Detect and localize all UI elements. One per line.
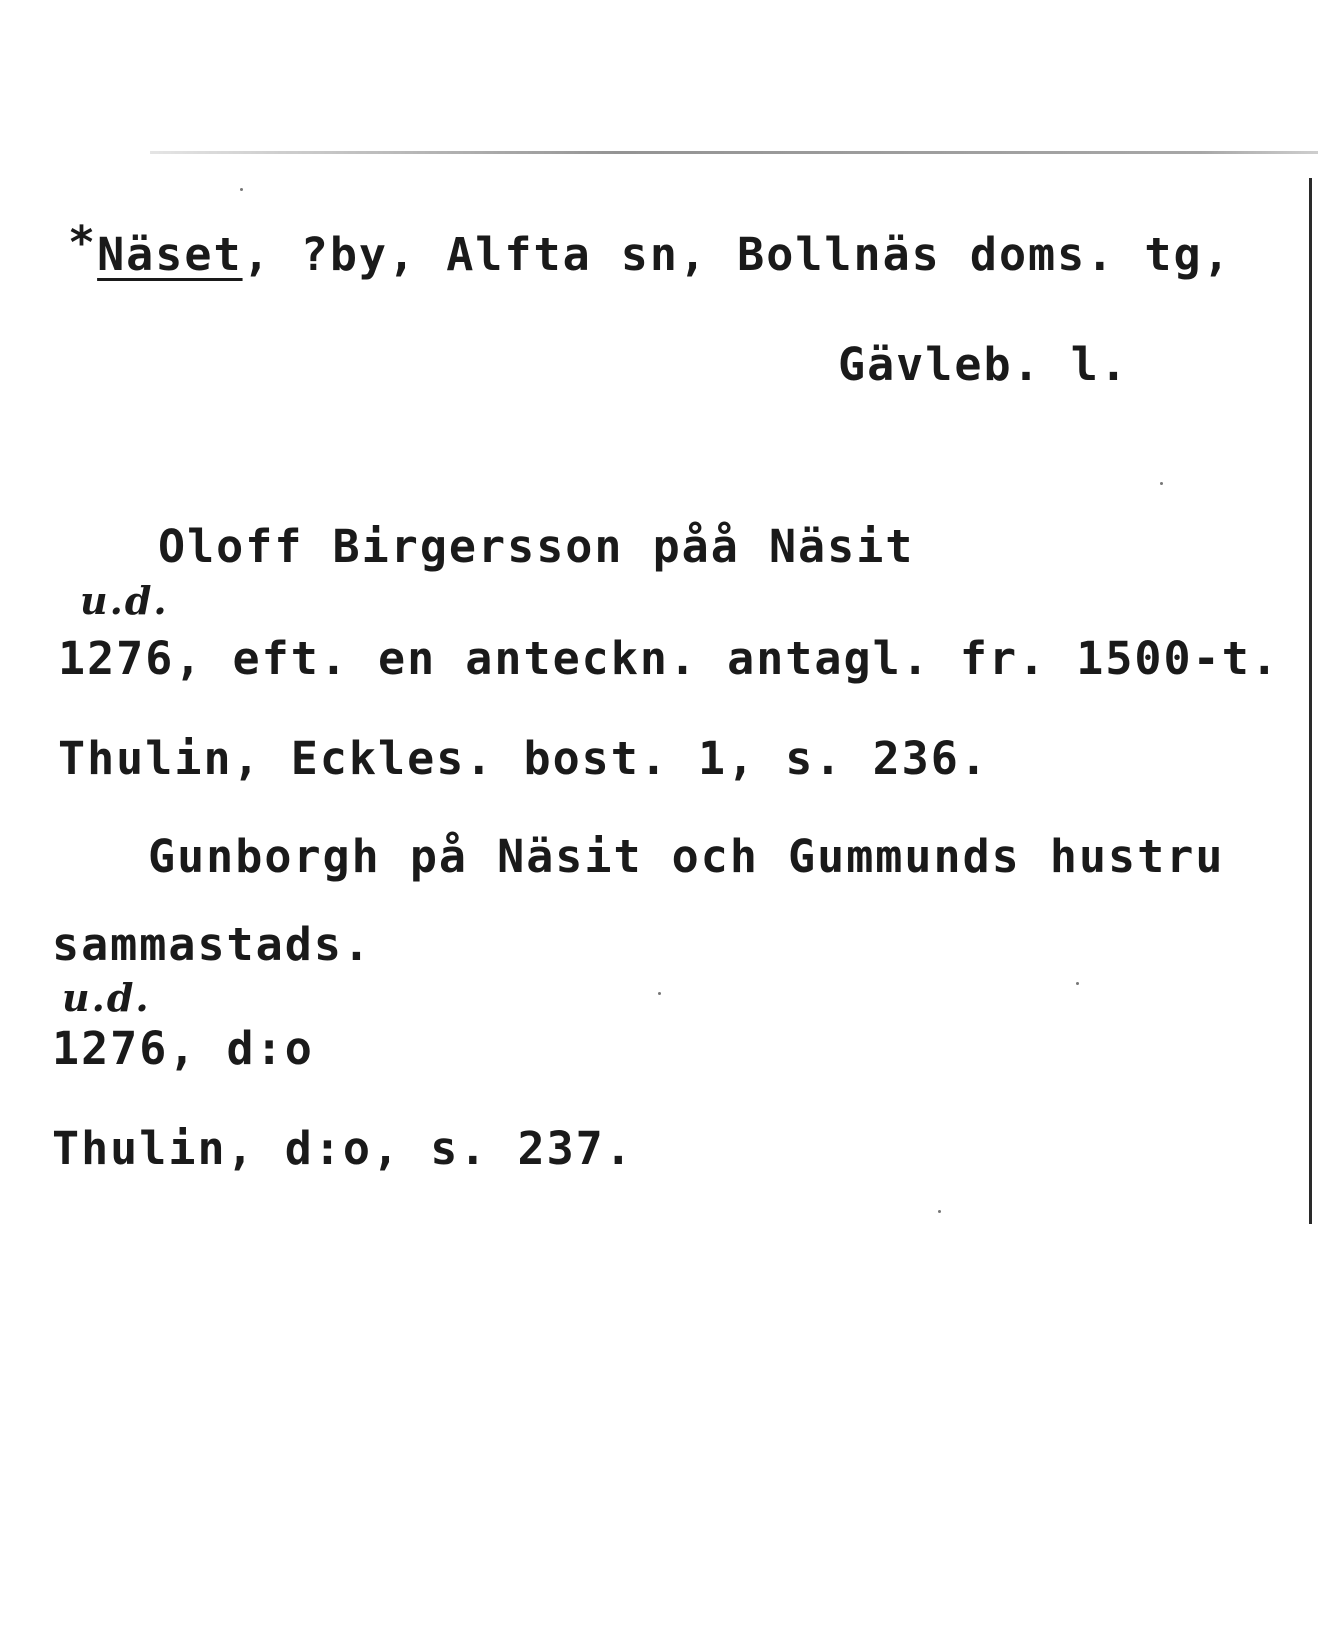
entry-1-date: 1276, eft. en anteckn. antagl. fr. 1500-t. <box>58 632 1280 685</box>
card-right-edge <box>1309 178 1312 1224</box>
entry-2-text: Gunborgh på Näsit och Gummunds hustru <box>148 830 1225 883</box>
card-top-edge <box>150 151 1318 154</box>
entry-2-date: 1276, d:o <box>52 1022 314 1075</box>
entry-1-text: Oloff Birgersson påå Näsit <box>158 520 915 573</box>
county-line: Gävleb. l. <box>838 338 1129 391</box>
asterisk-mark: * <box>68 216 98 269</box>
scan-speck <box>240 188 243 191</box>
entry-2-source: Thulin, d:o, s. 237. <box>52 1122 634 1175</box>
entry-2-text-continued: sammastads. <box>52 918 373 971</box>
scan-speck <box>658 992 661 995</box>
scan-speck <box>938 1210 941 1213</box>
scan-speck <box>1076 982 1079 985</box>
scan-speck <box>1160 482 1163 485</box>
entry-1-source: Thulin, Eckles. bost. 1, s. 236. <box>58 732 989 785</box>
entry-2-annotation: u.d. <box>62 975 151 1020</box>
place-name: Näset <box>97 228 243 281</box>
entry-1-annotation: u.d. <box>80 578 169 623</box>
header-rest: , ?by, Alfta sn, Bollnäs doms. tg, <box>242 228 1232 281</box>
header-line <box>68 216 1232 281</box>
